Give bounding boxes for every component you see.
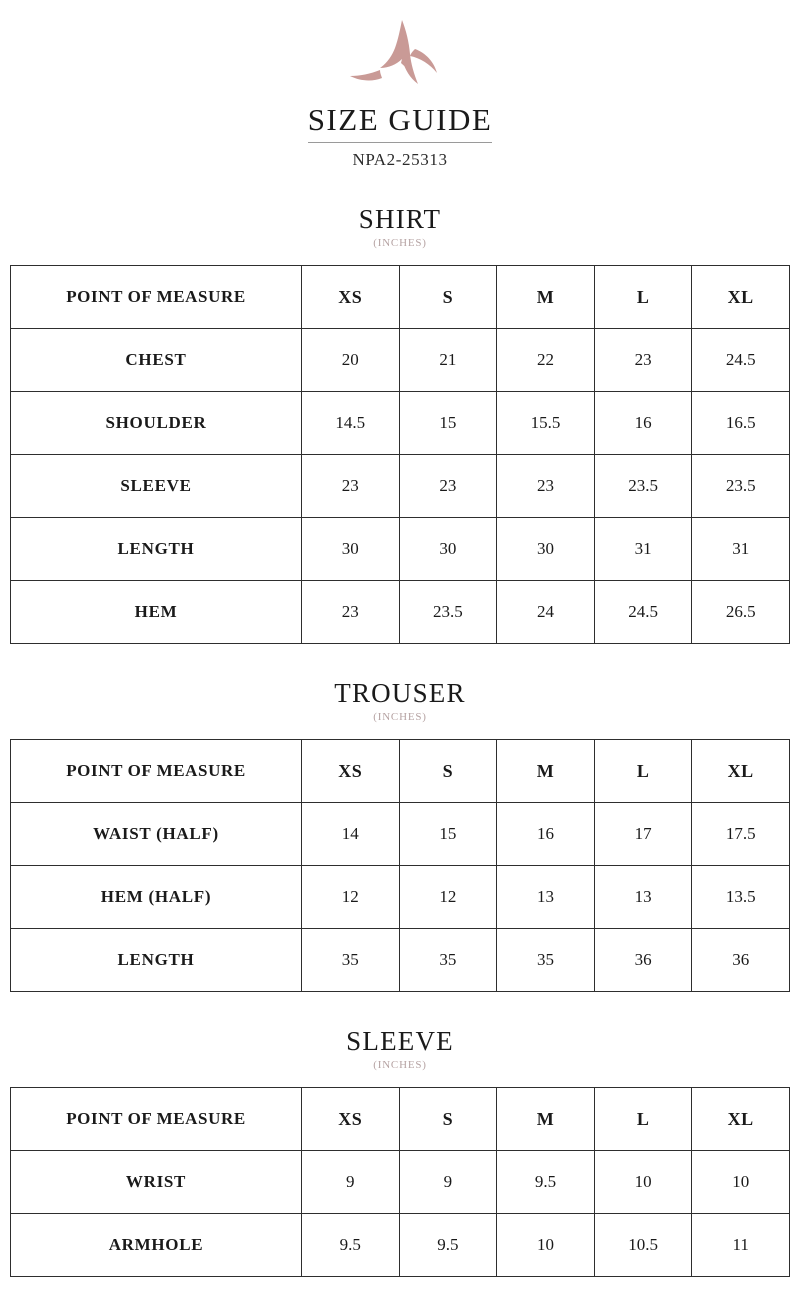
cell-xs: 23	[302, 581, 400, 644]
cell-xl: 10	[692, 1151, 790, 1214]
table-row	[11, 866, 790, 929]
cell-s: 35	[399, 929, 497, 992]
cell-l: 24.5	[594, 581, 692, 644]
cell-m: 10	[497, 1214, 595, 1277]
cell-xl: 24.5	[692, 329, 790, 392]
cell-m: 13	[497, 866, 595, 929]
table-row	[11, 329, 790, 392]
column-header-s: S	[399, 1088, 497, 1151]
row-label: CHEST	[11, 329, 302, 392]
row-label: SHOULDER	[11, 392, 302, 455]
size-table-shirt	[10, 265, 790, 644]
brand-logo	[10, 18, 790, 96]
column-header-xl: XL	[692, 740, 790, 803]
cell-s: 9	[399, 1151, 497, 1214]
cell-l: 23	[594, 329, 692, 392]
column-header-l: L	[594, 740, 692, 803]
cell-m: 15.5	[497, 392, 595, 455]
table-header-row	[11, 1088, 790, 1151]
cell-l: 23.5	[594, 455, 692, 518]
section-title-shirt: SHIRT	[358, 204, 442, 234]
column-header-m: M	[497, 266, 595, 329]
column-header-s: S	[399, 266, 497, 329]
cell-xl: 11	[692, 1214, 790, 1277]
cell-m: 9.5	[497, 1151, 595, 1214]
section-unit-shirt: (INCHES)	[373, 237, 427, 249]
table-row	[11, 1214, 790, 1277]
cell-xs: 14.5	[302, 392, 400, 455]
table-header-row	[11, 740, 790, 803]
table-row	[11, 392, 790, 455]
cell-s: 23.5	[399, 581, 497, 644]
column-header-xl: XL	[692, 1088, 790, 1151]
section-shirt	[10, 204, 790, 644]
column-header-s: S	[399, 740, 497, 803]
cell-xs: 12	[302, 866, 400, 929]
cell-l: 10	[594, 1151, 692, 1214]
section-trouser	[10, 678, 790, 992]
cell-m: 24	[497, 581, 595, 644]
column-header-xs: XS	[302, 266, 400, 329]
cell-xs: 30	[302, 518, 400, 581]
column-header-point-of-measure: POINT OF MEASURE	[11, 1088, 302, 1151]
row-label: LENGTH	[11, 929, 302, 992]
cell-xs: 20	[302, 329, 400, 392]
cell-xs: 9.5	[302, 1214, 400, 1277]
section-title-sleeve: SLEEVE	[346, 1026, 454, 1056]
cell-m: 16	[497, 803, 595, 866]
cell-m: 35	[497, 929, 595, 992]
cell-xl: 26.5	[692, 581, 790, 644]
cell-s: 9.5	[399, 1214, 497, 1277]
column-header-m: M	[497, 740, 595, 803]
cell-l: 36	[594, 929, 692, 992]
size-table-trouser	[10, 739, 790, 992]
cell-xl: 16.5	[692, 392, 790, 455]
table-header-row	[11, 266, 790, 329]
table-row	[11, 803, 790, 866]
document-header	[10, 10, 790, 170]
table-row	[11, 581, 790, 644]
column-header-l: L	[594, 1088, 692, 1151]
column-header-xs: XS	[302, 740, 400, 803]
row-label: HEM (HALF)	[11, 866, 302, 929]
cell-xl: 23.5	[692, 455, 790, 518]
table-row	[11, 1151, 790, 1214]
cell-xs: 35	[302, 929, 400, 992]
row-label: WAIST (HALF)	[11, 803, 302, 866]
table-row	[11, 929, 790, 992]
cell-xl: 31	[692, 518, 790, 581]
cell-l: 16	[594, 392, 692, 455]
cell-m: 30	[497, 518, 595, 581]
row-label: WRIST	[11, 1151, 302, 1214]
column-header-point-of-measure: POINT OF MEASURE	[11, 266, 302, 329]
cell-s: 30	[399, 518, 497, 581]
cell-s: 21	[399, 329, 497, 392]
cell-l: 31	[594, 518, 692, 581]
section-unit-trouser: (INCHES)	[373, 711, 427, 723]
cell-s: 12	[399, 866, 497, 929]
table-row	[11, 455, 790, 518]
cell-s: 15	[399, 392, 497, 455]
cell-s: 15	[399, 803, 497, 866]
section-title-trouser: TROUSER	[334, 678, 466, 708]
column-header-xl: XL	[692, 266, 790, 329]
row-label: LENGTH	[11, 518, 302, 581]
cell-l: 17	[594, 803, 692, 866]
cell-l: 13	[594, 866, 692, 929]
cell-l: 10.5	[594, 1214, 692, 1277]
row-label: HEM	[11, 581, 302, 644]
table-row	[11, 518, 790, 581]
row-label: SLEEVE	[11, 455, 302, 518]
size-table-sleeve	[10, 1087, 790, 1277]
cell-xl: 13.5	[692, 866, 790, 929]
cell-s: 23	[399, 455, 497, 518]
cell-xl: 36	[692, 929, 790, 992]
bird-logo-icon	[340, 18, 460, 96]
cell-xs: 23	[302, 455, 400, 518]
style-code: NPA2-25313	[352, 150, 448, 169]
section-sleeve	[10, 1026, 790, 1277]
section-unit-sleeve: (INCHES)	[373, 1059, 427, 1071]
cell-m: 22	[497, 329, 595, 392]
column-header-point-of-measure: POINT OF MEASURE	[11, 740, 302, 803]
cell-xs: 14	[302, 803, 400, 866]
cell-xl: 17.5	[692, 803, 790, 866]
cell-xs: 9	[302, 1151, 400, 1214]
cell-m: 23	[497, 455, 595, 518]
column-header-l: L	[594, 266, 692, 329]
column-header-m: M	[497, 1088, 595, 1151]
row-label: ARMHOLE	[11, 1214, 302, 1277]
column-header-xs: XS	[302, 1088, 400, 1151]
page-title: SIZE GUIDE	[308, 102, 493, 143]
